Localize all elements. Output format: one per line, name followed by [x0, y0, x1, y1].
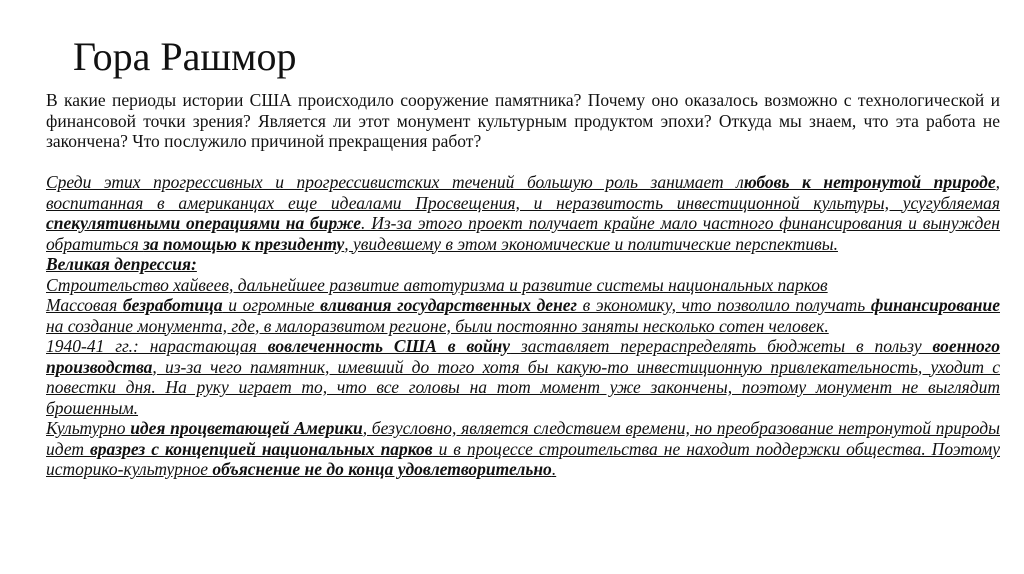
- emphasis-text: Великая депрессия:: [46, 254, 197, 274]
- emphasis-text: юбовь к нетронутой природе: [743, 172, 996, 192]
- text-run: 1940-41 гг.: нарастающая: [46, 336, 268, 356]
- question-paragraph: В какие периоды истории США происходило сооружение памятника? Почему оно оказалось возможно с технологической и финансовой точки зрения? Является ли этот монумент культурным продуктом эпохи? Откуда мы знаем, что эта работа не закончена? Что послужило причиной прекращения работ?: [46, 90, 1000, 151]
- emphasis-text: объяснение не до конца удовлетворительно: [212, 459, 552, 479]
- text-run: и огромные: [222, 295, 321, 315]
- text-run: , безусловно, является следствием времени, но преобразование нетронутой природы идет: [46, 418, 1000, 459]
- emphasis-text: вливания государственных денег: [320, 295, 578, 315]
- emphasis-text: военного производства: [46, 336, 1001, 377]
- text-run: , воспитанная в американцах еще идеалами Просвещения, и неразвитость инвестиционной культуры, усугубляемая: [46, 172, 1000, 213]
- emphasis-text: идея процветающей Америки: [130, 418, 363, 438]
- text-run: Культурно: [46, 418, 131, 438]
- answer-block: [46, 172, 1000, 480]
- slide-body: [46, 90, 1000, 480]
- paragraph-unemployment: [46, 295, 1000, 336]
- emphasis-text: финансирование: [870, 295, 1000, 315]
- text-run: Строительство хайвеев, дальнейшее развитие автотуризма и развитие системы национальных парков: [46, 274, 828, 295]
- text-run: Массовая: [46, 295, 123, 315]
- emphasis-text: за помощью к президенту: [143, 233, 345, 254]
- emphasis-text: вразрез с концепцией национальных парков: [89, 438, 433, 459]
- slide-title: Гора Рашмор: [73, 34, 297, 79]
- heading-great-depression: [46, 254, 1000, 275]
- paragraph-culture: [46, 418, 1000, 480]
- text-run: .: [551, 459, 557, 479]
- emphasis-text: безработица: [122, 295, 223, 315]
- emphasis-text: вовлеченность США в войну: [267, 336, 511, 356]
- emphasis-text: спекулятивными операциями на бирже: [46, 213, 362, 233]
- text-run: и в процессе строительства не находит поддержки общества. Поэтому историко-культурное: [46, 438, 1000, 479]
- text-run: . Из-за этого проект получает крайне мало частного финансирования и вынужден обратиться: [46, 213, 1000, 254]
- paragraph-nature-finance: [46, 172, 1000, 254]
- text-run: Среди этих прогрессивных и прогрессивистских течений большую роль занимает л: [46, 172, 744, 192]
- text-run: , увидевшему в этом экономические и политические перспективы.: [344, 233, 838, 254]
- text-run: , из-за чего памятник, имевший до того хотя бы какую-то инвестиционную привлекательность, уходит с повестки дня. На руку играет то, что все головы на тот момент уже закончены, поэтому монумент не выглядит брошенным.: [46, 356, 1000, 418]
- paragraph-war: [46, 336, 1000, 418]
- text-run: заставляет перераспределять бюджеты в пользу: [510, 336, 933, 356]
- paragraph-highways: [46, 275, 1000, 296]
- text-run: на создание монумента, где, в малоразвитом регионе, были постоянно заняты несколько сотен человек.: [46, 315, 829, 336]
- text-run: в экономику, что позволило получать: [577, 295, 871, 315]
